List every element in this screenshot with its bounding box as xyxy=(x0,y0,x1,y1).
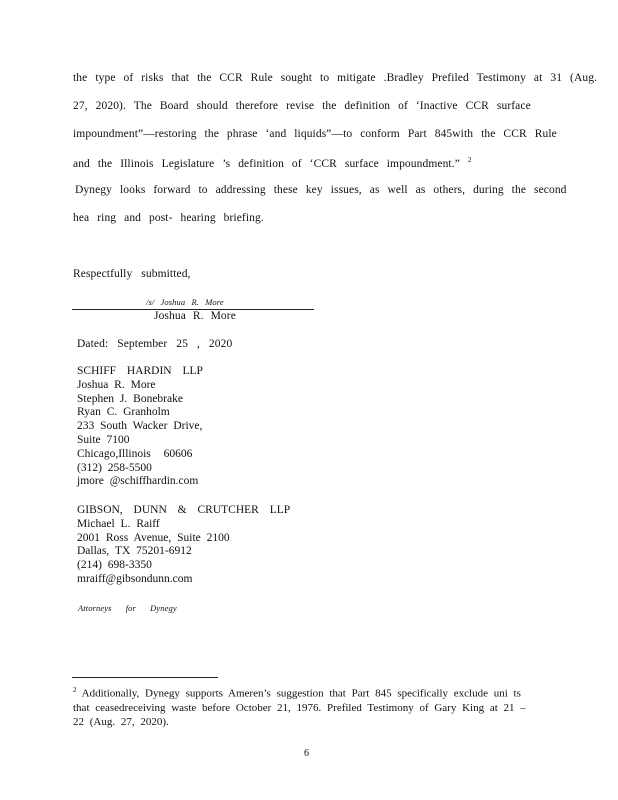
firm-address-block-2 xyxy=(77,504,290,587)
body-line-3: impoundment”—restoring the phrase ‘and liquids”—to conform Part 845with the CCR Rule xyxy=(73,128,557,140)
suite-line: Suite 7100 xyxy=(77,433,130,446)
closing-text: Respectfully submitted, xyxy=(73,268,191,280)
dated-line: Dated: September 25 , 2020 xyxy=(77,338,233,350)
footnote-text: Additionally, Dynegy supports Ameren’s suggestion that Part 845 specifically exclude uni ts that ceasedreceiving waste before October 21, 1976. Prefiled Testimony of Gary King at 21 – 22 (Aug. 27, 2020). xyxy=(73,687,526,728)
attorney-name: Michael L. Raiff xyxy=(77,517,160,530)
footnote-mark: 2 xyxy=(73,686,77,694)
phone-number: (312) 258-5500 xyxy=(77,461,152,474)
footnote-reference: 2 xyxy=(467,156,472,164)
signer-name: Joshua R. More xyxy=(154,310,236,322)
body-line-4 xyxy=(73,156,472,170)
attorney-name: Stephen J. Bonebrake xyxy=(77,392,183,405)
footnote-separator xyxy=(72,677,218,678)
body-line-6: hea ring and post- hearing briefing. xyxy=(73,212,264,224)
attorneys-for-label: Attorneys for Dynegy xyxy=(78,603,177,613)
attorney-name: Ryan C. Granholm xyxy=(77,406,170,419)
body-line-2: 27, 2020). The Board should therefore revise the definition of ‘Inactive CCR surface xyxy=(73,100,531,112)
phone-number: (214) 698-3350 xyxy=(77,559,152,572)
email-address: jmore @schiffhardin.com xyxy=(77,475,199,488)
attorney-name: Joshua R. More xyxy=(77,378,156,391)
street-address: 233 South Wacker Drive, xyxy=(77,420,203,433)
page-number: 6 xyxy=(304,748,310,759)
body-line-1: the type of risks that the CCR Rule sought to mitigate .Bradley Prefiled Testimony at 31 (Aug. xyxy=(73,72,598,84)
firm-address-block-1 xyxy=(77,365,203,489)
footnote xyxy=(73,683,533,729)
city-line: Chicago,Illinois 60606 xyxy=(77,447,193,460)
body-line-4-text: and the Illinois Legislature ’s definition of ‘CCR surface impoundment.” xyxy=(73,157,460,170)
city-line: Dallas, TX 75201-6912 xyxy=(77,545,192,558)
body-line-5: Dynegy looks forward to addressing these key issues, as well as others, during the second xyxy=(75,184,567,196)
firm-name: GIBSON, DUNN & CRUTCHER LLP xyxy=(77,504,291,516)
email-address: mraiff@gibsondunn.com xyxy=(77,572,193,585)
electronic-signature: /s/ Joshua R. More xyxy=(146,297,224,307)
firm-name: SCHIFF HARDIN LLP xyxy=(77,365,203,377)
street-address: 2001 Ross Avenue, Suite 2100 xyxy=(77,531,230,544)
